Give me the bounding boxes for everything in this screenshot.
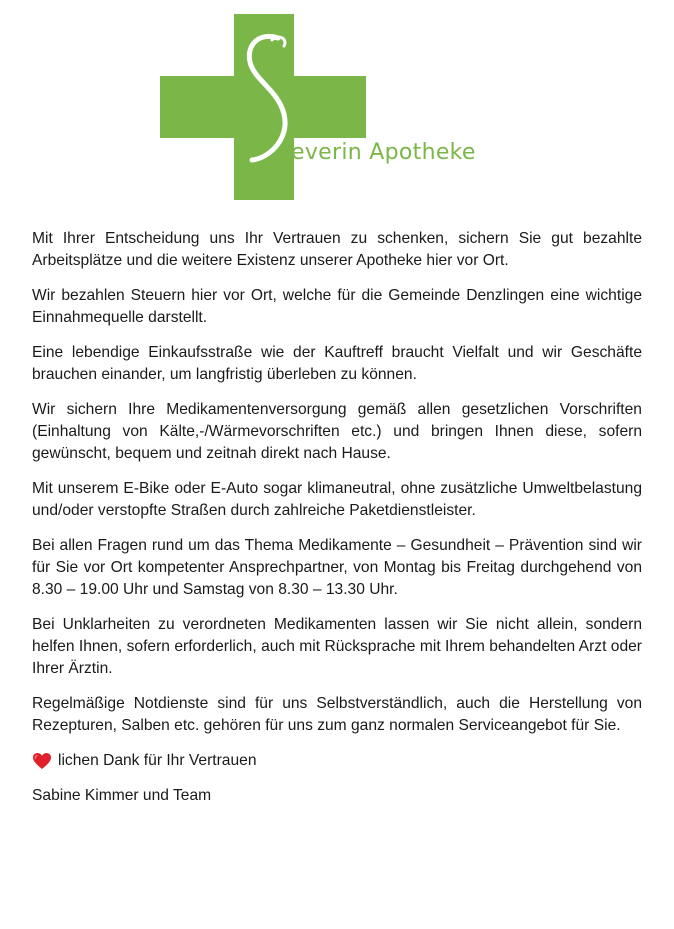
- paragraph-opening-hours: Bei allen Fragen rund um das Thema Medikamente – Gesundheit – Prävention sind wir für Sie vor Ort kompetenter Ansprechpartner, von Montag bis Freitag durchgehend von 8.30 – 19.00 Uhr und Samstag von 8.30 – 13.30 Uhr.: [32, 537, 642, 598]
- paragraph-delivery: Mit unserem E-Bike oder E-Auto sogar klimaneutral, ohne zusätzliche Umweltbelastung und/oder verstopfte Straßen durch zahlreiche Paketdienstleister.: [32, 480, 642, 519]
- paragraph-doctor-consultation: Bei Unklarheiten zu verordneten Medikamenten lassen wir Sie nicht allein, sondern helfen Ihnen, sofern erforderlich, auch mit Rücksprache mit Ihrem behandelten Arzt oder Ihrer Ärztin.: [32, 616, 642, 677]
- paragraph-medication-supply: Wir sichern Ihre Medikamentenversorgung gemäß allen gesetzlichen Vorschriften (Einhaltung von Kälte,-/Wärmevorschriften etc.) und bringen Ihnen diese, sofern gewünscht, bequem und zeitnah direkt nach Hause.: [32, 401, 642, 462]
- paragraph-jobs: Mit Ihrer Entscheidung uns Ihr Vertrauen zu schenken, sichern Sie gut bezahlte Arbeitsplätze und die weitere Existenz unserer Apotheke hier vor Ort.: [32, 230, 642, 269]
- thanks-text: lichen Dank für Ihr Vertrauen: [58, 752, 257, 769]
- heart-icon: [32, 752, 52, 770]
- green-cross-icon: [160, 14, 520, 200]
- pharmacy-logo: [160, 14, 520, 200]
- paragraph-emergency-service: Regelmäßige Notdienste sind für uns Selbstverständlich, auch die Herstellung von Rezepturen, Salben etc. gehören für uns zum ganz normalen Serviceangebot für Sie.: [32, 695, 642, 734]
- thanks-line: [32, 750, 642, 772]
- paragraph-taxes: Wir bezahlen Steuern hier vor Ort, welche für die Gemeinde Denzlingen eine wichtige Einnahmequelle darstellt.: [32, 287, 642, 326]
- paragraph-shopping-street: Eine lebendige Einkaufsstraße wie der Kauftreff braucht Vielfalt und wir Geschäfte brauchen einander, um langfristig überleben zu können.: [32, 344, 642, 383]
- pharmacy-name: everin Apotheke: [291, 140, 476, 165]
- letter-body: [32, 228, 642, 820]
- signature: Sabine Kimmer und Team: [32, 787, 212, 804]
